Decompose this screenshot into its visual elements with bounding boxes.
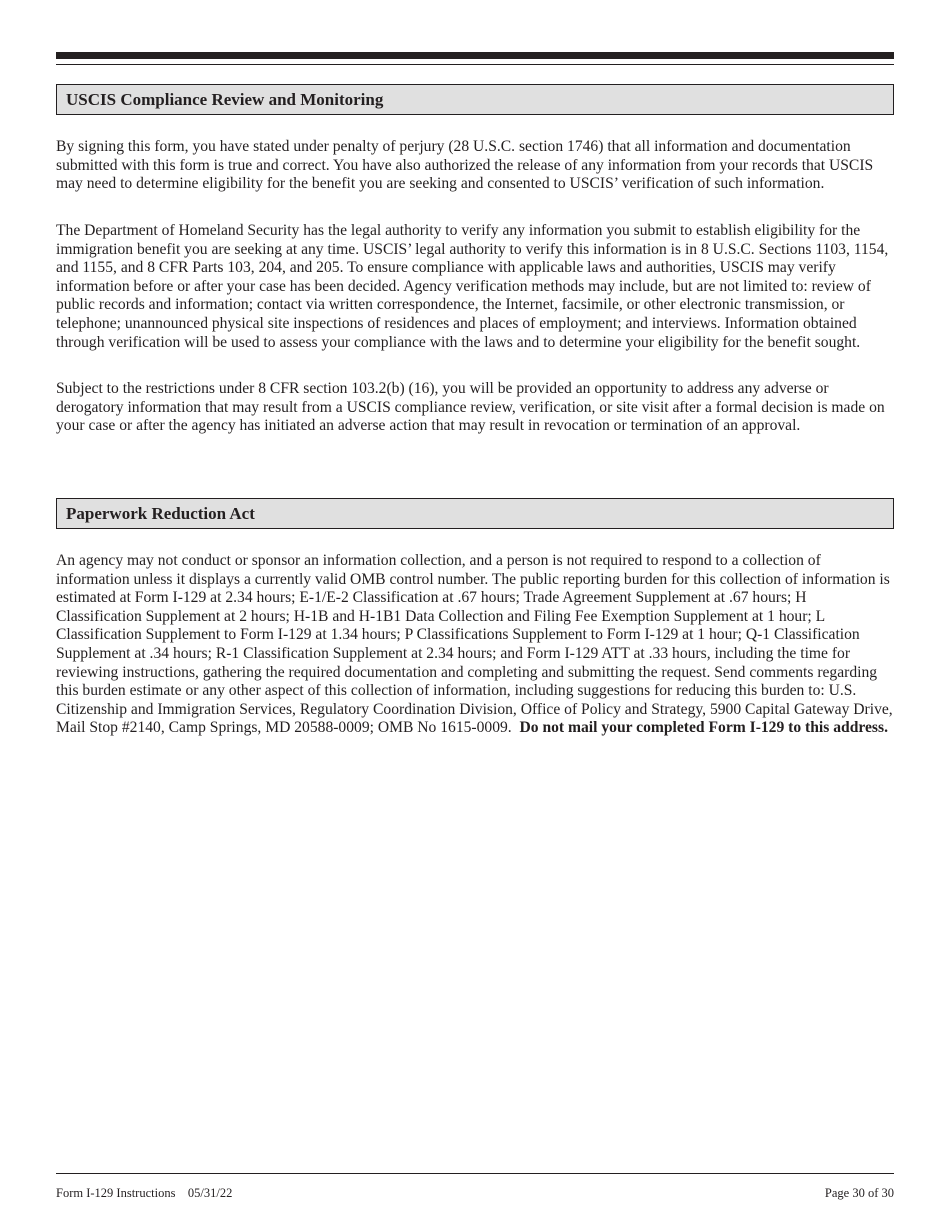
compliance-paragraph-1: By signing this form, you have stated under penalty of perjury (28 U.S.C. section 1746) that all information and documentation submitted with this form is true and correct. You have also authorized the release of any information from your records that USCIS may need to determine eligibility for the benefit you are seeking and consented to USCIS’ verification of such information. [56,138,874,193]
top-rule-thick [56,52,894,59]
compliance-paragraph-3: Subject to the restrictions under 8 CFR section 103.2(b) (16), you will be provided an opportunity to address any adverse or derogatory information that may result from a USCIS compliance review, verification, or site visit after a formal decision is made on your case or after the agency has initiated an adverse action that may result in revocation or termination of an approval. [56,380,885,435]
footer-page-number: Page 30 of 30 [824,1186,894,1200]
paperwork-paragraph-text: An agency may not conduct or sponsor an information collection, and a person is not required to respond to a collection of information unless it displays a currently valid OMB control number. The public reporting burden for this collection of information is estimated at Form I-129 at 2.34 hours; E-1/E-2 Classification at .67 hours; Trade Agreement Supplement at .67 hours; H Classification Supplement at 2 hours; H-1B and H-1B1 Data Collection and Filing Fee Exemption Supplement at 1 hour; L Classification Supplement to Form I-129 at 1.34 hours; P Classifications Supplement to Form I-129 at 1 hour; Q-1 Classification Supplement at .34 hours; R-1 Classification Supplement at 2.34 hours; and Form I-129 ATT at .33 hours, including the time for reviewing instructions, gathering the required documentation and completing and submitting the request. Send comments regarding this burden estimate or any other aspect of this collection of information, including suggestions for reducing this burden to: U.S. Citizenship and Immigration Services, Regulatory Coordination Division, Office of Policy and Strategy, 5900 Capital Gateway Drive, Mail Stop #2140, Camp Springs, MD 20588-0009; OMB No 1615-0009. [56,552,893,737]
compliance-paragraph-2: The Department of Homeland Security has the legal authority to verify any information you submit to establish eligibility for the immigration benefit you are seeking at any time. USCIS’ legal authority to verify this information is in 8 U.S.C. Sections 1103, 1154, and 1155, and 8 CFR Parts 103, 204, and 205. To ensure compliance with applicable laws and authorities, USCIS may verify information before or after your case has been decided. Agency verification methods may include, but are not limited to: review of public records and information; contact via written correspondence, the Internet, facsimile, or other electronic transmission, or telephone; unannounced physical site inspections of residences and places of employment; and interviews. Information obtained through verification will be used to assess your compliance with the laws and to determine your eligibility for the benefit sought. [56,222,889,351]
section-header-paperwork: Paperwork Reduction Act [56,498,894,529]
paperwork-paragraph [56,552,896,738]
section-header-compliance: USCIS Compliance Review and Monitoring [56,84,894,115]
paperwork-bold-note: Do not mail your completed Form I-129 to this address. [519,719,888,737]
footer-form-id: Form I-129 Instructions 05/31/22 [56,1186,233,1200]
top-rule-thin [56,64,894,65]
footer-rule [56,1173,894,1174]
